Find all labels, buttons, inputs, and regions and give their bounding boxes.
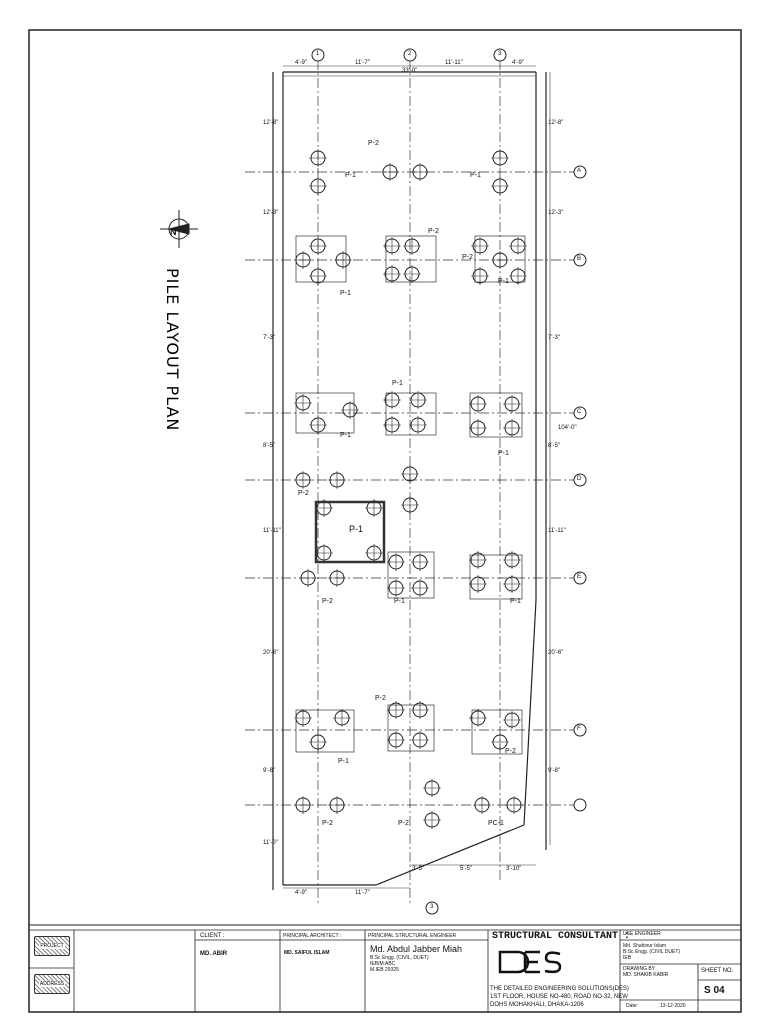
- dim-left: 12'-3": [263, 210, 279, 216]
- client-label: CLIENT :: [200, 933, 225, 939]
- pile-label: P-2: [298, 490, 309, 497]
- sheet-label: SHEET NO.: [701, 968, 734, 974]
- dim-right: 9'-8": [548, 768, 560, 774]
- dim-right-total: 104'-0": [558, 425, 577, 431]
- grid-label-c: C: [577, 409, 582, 415]
- dim-left: 11'-11": [263, 528, 281, 534]
- dim-left: 11'-0": [263, 840, 278, 846]
- engineer-number: M.IEB 29325: [370, 967, 399, 973]
- address-badge: ADDRESS: [34, 974, 70, 994]
- engineer-label: PRINCIPAL STRUCTURAL ENGINEER: [368, 933, 457, 939]
- pile-label: P-1: [498, 278, 509, 285]
- pile-label: P-1: [340, 290, 351, 297]
- dim-bottom: 4'-9": [295, 890, 307, 896]
- grid-label-e: E: [577, 574, 582, 580]
- grid-label-2: 2: [408, 51, 412, 57]
- pile-label: P-2: [428, 228, 439, 235]
- firm-name: THE DETAILED ENGINEERING SOLUTIONS(DES): [490, 986, 629, 992]
- grid-label-d: D: [577, 476, 582, 482]
- grid-label-1: 1: [316, 51, 320, 57]
- pile-label: PC-1: [488, 820, 504, 827]
- dim-left: 7'-3": [263, 335, 275, 341]
- grid-label-a: A: [577, 168, 582, 174]
- dim-right: 20'-6": [548, 650, 564, 656]
- pile-label: P-1: [392, 380, 403, 387]
- pile-caps: [296, 236, 525, 754]
- engineer-cert: IEB/M:ABC: [370, 961, 396, 967]
- project-badge: PROJECT: [34, 936, 70, 956]
- pile-label: P-1: [349, 524, 364, 534]
- design-cert: IEB: [623, 955, 632, 961]
- pile-label: P-2: [505, 748, 516, 755]
- consultant-label: STRUCTURAL CONSULTANT :: [492, 931, 631, 942]
- drawn-name: MD. SHAKIB KABIR: [623, 972, 669, 978]
- engineer-degree: B.Sc Engg. (CIVIL, DUET): [370, 955, 429, 961]
- dim-top: 11'-7": [355, 60, 370, 66]
- pile-label: P-2: [322, 598, 333, 605]
- pile-label: P-2: [462, 254, 473, 261]
- dim-right: 12'-8": [548, 120, 564, 126]
- design-name: Md. Shahinur Islam: [623, 943, 667, 949]
- pile-label: P-1: [338, 758, 349, 765]
- dim-top: 4'-9": [512, 60, 524, 66]
- design-label: USE ENGINEER: [623, 931, 661, 937]
- grid-label-b: B: [577, 256, 582, 262]
- dim-right: 12'-3": [548, 210, 564, 216]
- pile-group: [294, 149, 527, 829]
- dim-right: 7'-3": [548, 335, 560, 341]
- pile-label: P-1: [498, 450, 509, 457]
- north-label: N: [170, 227, 177, 237]
- pile-label: P-2: [368, 140, 379, 147]
- client-name: MD. ABIR: [200, 951, 228, 957]
- pile-label: P-2: [322, 820, 333, 827]
- dim-top-total: 33'-0": [402, 68, 418, 74]
- dim-bottom-extra: 3'-10": [506, 866, 522, 872]
- sheet-number: S 04: [704, 985, 725, 996]
- drawing-title: PILE LAYOUT PLAN: [163, 268, 182, 432]
- dim-bottom: 11'-7": [355, 890, 370, 896]
- grid-label-bottom: 3: [430, 904, 434, 910]
- dim-top: 4'-9": [295, 60, 307, 66]
- grid-label-f: F: [577, 726, 581, 732]
- date-value: 13-12-2020: [660, 1003, 686, 1009]
- dim-left: 8'-5": [263, 443, 275, 449]
- firm-address-2: DOHS MOHAKHALI, DHAKA-1206: [490, 1002, 584, 1008]
- dim-left: 12'-8": [263, 120, 279, 126]
- des-logo: [500, 952, 560, 972]
- pile-label: P-2: [375, 695, 386, 702]
- dim-bottom-extra: 5'-5": [460, 866, 472, 872]
- pile-label: P-1: [510, 598, 521, 605]
- dim-left: 9'-8": [263, 768, 275, 774]
- architect-label: PRINCIPAL ARCHITECT :: [283, 933, 342, 939]
- date-label: Date:: [626, 1003, 638, 1009]
- pile-label: P-1: [394, 598, 405, 605]
- engineer-name: Md. Abdul Jabber Miah: [370, 944, 463, 954]
- pile-label: P-1: [345, 172, 356, 179]
- firm-address-1: 1ST FLOOR, HOUSE NO-480, ROAD NO-32, NEW: [490, 994, 628, 1000]
- pile-label: P-1: [340, 432, 351, 439]
- north-arrow: [160, 210, 198, 248]
- dim-right: 11'-11": [548, 528, 566, 534]
- grid-label-3: 3: [498, 51, 502, 57]
- pile-label: P-1: [470, 172, 481, 179]
- architect-name: MD. SAIFUL ISLAM: [284, 950, 330, 956]
- dim-bottom-extra: 3'-5": [412, 866, 424, 872]
- dim-left: 20'-6": [263, 650, 279, 656]
- pile-label: P-2: [398, 820, 409, 827]
- design-degree: B.Sc Engg. (CIVIL DUET): [623, 949, 681, 955]
- drawn-label: DRAWING BY: [623, 966, 656, 972]
- dim-top: 11'-11": [445, 60, 463, 66]
- dim-right: 8'-5": [548, 443, 560, 449]
